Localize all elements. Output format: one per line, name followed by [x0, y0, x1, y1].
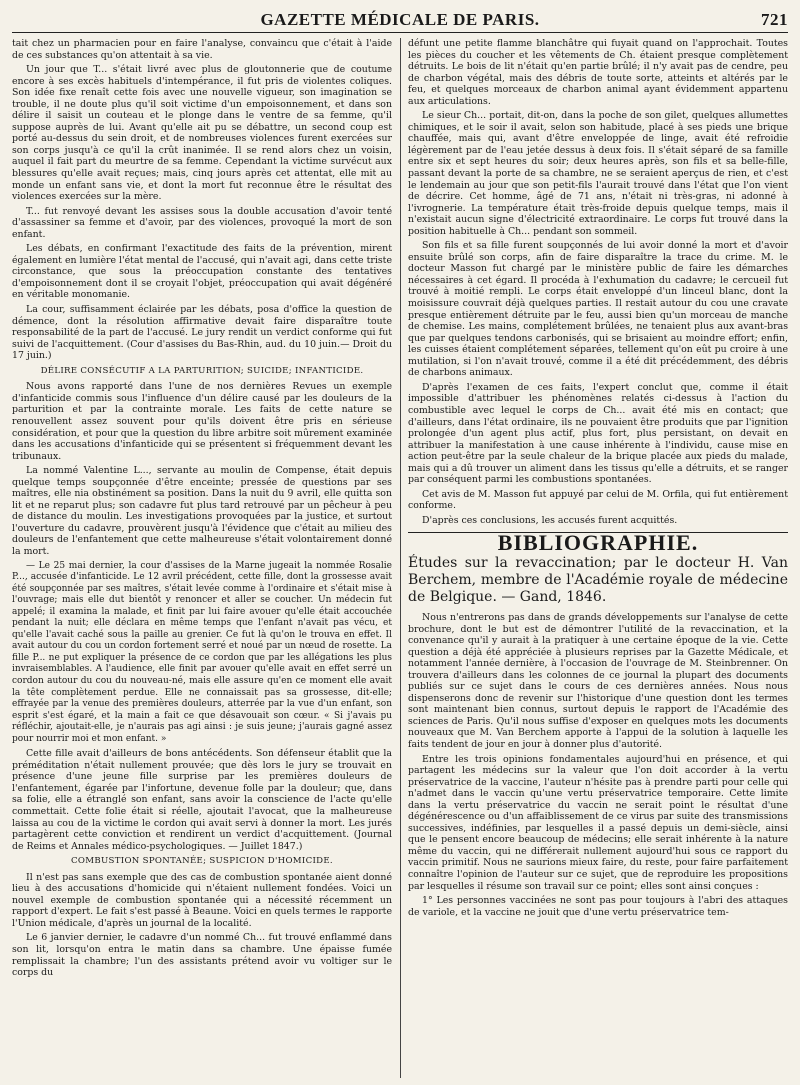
- page-header: [12, 8, 788, 33]
- newspaper-page: [12, 8, 788, 1078]
- paragraph: La nommé Valentine L..., servante au moulin de Compense, était depuis quelque temps soupçonnée d'être enceinte; pressée de questions par ses maîtres, elle nia obstinément sa position. Dans la nuit du 9 avril, elle quitta son lit et ne reparut plus; son cadavre fut plus tard retrouvé par un pêcheur à peu de distance du moulin. Les investigations provoquées par la justice, et surtout l'ouverture du cadavre, prouvèrent jusqu'à l'évidence que c'était au milieu des douleurs de l'enfantement que cette malheureuse s'était volontairement donné la mort.: [12, 465, 392, 557]
- left-column: [12, 38, 392, 1078]
- columns: [12, 38, 788, 1078]
- book-reference: Études sur la revaccination; par le docteur H. Van Berchem, membre de l'Académie royale de médecine de Belgique. — Gand, 1846.: [408, 554, 788, 605]
- paragraph: tait chez un pharmacien pour en faire l'analyse, convaincu que c'était à l'aide de ces substances qu'on attentait à sa vie.: [12, 38, 392, 61]
- bibliography-heading: BIBLIOGRAPHIE.: [497, 530, 699, 556]
- paragraph: Un jour que T... s'était livré avec plus de gloutonnerie que de coutume encore à ses excès habituels d'intempérance, il fut pris de violentes coliques. Son idée fixe renaît cette fois avec une nouvelle vigueur, son imagination se trouble, il ne doute plus qu'il soit victime d'un empoisonnement, et dans son délire il saisit un couteau et le plonge dans le ventre de sa femme, qu'il suppose auprès de lui. Avant qu'elle ait pu se débattre, un second coup est porté au-dessus du sein droit, et de nombreuses violences furent exercées sur son corps jusqu'à ce qu'il la crût inanimée. Il se rend alors chez un voisin, auquel il fait part du meurtre de sa femme. Cependant la victime survécut aux blessures qu'elle avait reçues; mais, cinq jours après cet attentat, elle mit au monde un enfant sans vie, et dont la mort fut reconnue être le résultat des violences exercées sur la mère.: [12, 64, 392, 203]
- paragraph: — Le 25 mai dernier, la cour d'assises de la Marne jugeait la nommée Rosalie P..., accusée d'infanticide. Le 12 avril précédent, cette fille, dont la grossesse avait été soupçonnée par ses maîtres, s'était levée comme à l'ordinaire et s'était mise à l'ouvrage; mais elle dut bientôt y renoncer et aller se coucher. Un médecin fut appelé; il examina la malade, et finit par lui faire avouer qu'elle était accouchée pendant la nuit; elle déclara en même temps que l'enfant n'avait pas vécu, et qu'elle l'avait caché sous la paille au grenier. Ce fut là qu'on le trouva en effet. Il avait autour du cou un cordon fortement serré et noué par un nœud de rosette. La fille P... ne put expliquer la présence de ce cordon que par les allégations les plus invraisemblables. A l'audience, elle finit par avouer qu'elle avait en effet serré un cordon autour du cou du nouveau-né, mais elle assure qu'en ce moment elle avait la tête complètement perdue. Elle ne connaissait pas sa grossesse, dit-elle; effrayée par la venue des premières douleurs, atterrée par la vue d'un enfant, son esprit s'est égaré, et la main a fait ce que désavouait son cœur. « Si j'avais pu réfléchir, ajoutait-elle, je n'aurais pas agi ainsi : je suis jeune; j'aurais gagné assez pour nourrir moi et mon enfant. »: [12, 560, 392, 744]
- paragraph: Le 6 janvier dernier, le cadavre d'un nommé Ch... fut trouvé enflammé dans son lit, lorsqu'on entra le matin dans sa chambre. Une épaisse fumée remplissait la chambre; l'un des assistants prétend avoir vu voltiger sur le corps du: [12, 932, 392, 979]
- right-column: [408, 38, 788, 1078]
- paragraph: 1° Les personnes vaccinées ne sont pas pour toujours à l'abri des attaques de variole, et la vaccine ne jouit que d'une vertu préservatrice tem-: [408, 895, 788, 918]
- paragraph: Nous avons rapporté dans l'une de nos dernières Revues un exemple d'infanticide commis sous l'influence d'un délire causé par les douleurs de la parturition et par la contrainte morale. Les faits de cette nature se renouvellent assez souvent pour qu'ils doivent être pris en sérieuse considération, et pour que la question du libre arbitre soit mûrement examinée dans les accusations d'infanticide qui se présentent si fréquemment devant les tribunaux.: [12, 381, 392, 462]
- paragraph: T... fut renvoyé devant les assises sous la double accusation d'avoir tenté d'assassiner sa femme et d'avoir, par des violences, provoqué la mort de son enfant.: [12, 205, 392, 240]
- section-heading: DÉLIRE CONSÉCUTIF A LA PARTURITION; SUICIDE; INFANTICIDE.: [40, 365, 364, 376]
- paragraph: Nous n'entrerons pas dans de grands développements sur l'analyse de cette brochure, dont le but est de démontrer l'utilité de la revaccination, et la convenance qu'il y aurait à la pratiquer à une certaine époque de la vie. Cette question a déjà été appréciée à plusieurs reprises par la Gazette Médicale, et notamment l'année dernière, à l'occasion de l'ouvrage de M. Steinbrenner. On trouvera d'ailleurs dans les colonnes de ce journal la plupart des documents publiés sur ce sujet dans le cours de ces dernières années. Nous nous dispenserons donc de revenir sur l'historique d'une question dont les termes sont maintenant bien connus, surtout depuis le rapport de l'Académie des sciences de Paris. Qu'il nous suffise d'exposer en quelques mots les documents nouveaux que M. Van Berchem apporte à l'appui de la solution à laquelle les faits tendent de jour en jour à donner plus d'autorité.: [408, 611, 788, 750]
- paragraph: La cour, suffisamment éclairée par les débats, posa d'office la question de démence, dont la résolution affirmative devait faire disparaître toute responsabilité de la part de l'accusé. Le jury rendit un verdict conforme qui fut suivi de l'acquittement. (Cour d'assises du Bas-Rhin, aud. du 10 juin.— Droit du 17 juin.): [12, 304, 392, 362]
- journal-title: GAZETTE MÉDICALE DE PARIS.: [260, 10, 540, 29]
- paragraph: Les débats, en confirmant l'exactitude des faits de la prévention, mirent également en lumière l'état mental de l'accusé, qui n'avait agi, dans cette triste circonstance, que sous la préoccupation constante des tentatives d'empoisonnement dont il se croyait l'objet, préoccupation qui avait dégénéré en véritable monomanie.: [12, 243, 392, 301]
- section-heading: COMBUSTION SPONTANÉE; SUSPICION D'HOMICIDE.: [71, 856, 333, 867]
- paragraph: D'après ces conclusions, les accusés furent acquittés.: [422, 514, 678, 526]
- paragraph: défunt une petite flamme blanchâtre qui fuyait quand on l'approchait. Toutes les pièces du coucher et les vêtements de Ch. étaient presque complètement détruits. Le bois de lit n'était qu'en partie brûlé; il n'y avait pas de cendre, peu de charbon végétal, mais des débris de toute sorte, atteints et altérés par le feu, et quelques morceaux de charbon animal ayant évidemment appartenu aux articulations.: [408, 38, 788, 107]
- column-divider: [400, 38, 401, 1078]
- page-number: 721: [761, 10, 788, 29]
- paragraph: Le sieur Ch... portait, dit-on, dans la poche de son gilet, quelques allumettes chimiques, et le soir il avait, selon son habitude, placé à ses pieds une brique chauffée, mais qui, avant d'être enveloppée de linge, avait été refroidie légèrement par de l'eau jetée dessus à deux fois. Il s'était séparé de sa famille entre six et sept heures du soir; deux heures après, son fils et sa belle-fille, passant devant la porte de sa chambre, ne se seraient aperçus de rien, et c'est le lendemain au jour que son petit-fils l'aurait trouvé dans l'état que l'on vient de décrire. Cet homme, âgé de 71 ans, n'était ni très-gras, ni adonné à l'ivrognerie. La température était très-froide depuis quelque temps, mais il n'existait aucun signe d'électricité extraordinaire. Le corps fut trouvé dans la position habituelle à Ch... pendant son sommeil.: [408, 110, 788, 237]
- paragraph: Cette fille avait d'ailleurs de bons antécédents. Son défenseur établit que la préméditation n'était nullement prouvée; que dès lors le jury se trouvait en présence d'une jeune fille surprise par les premières douleurs de l'enfantement, égarée par l'infortune, devenue folle par la douleur; que, dans sa folie, elle a étranglé son enfant, sans avoir la conscience de l'acte qu'elle commettait. Cette folie était si réelle, ajoutait l'avocat, que la malheureuse laissa au cou de la victime le cordon qui avait servi à donner la mort. Les jurés partagèrent cette conviction et rendirent un verdict d'acquittement. (Journal de Reims et Annales médico-psychologiques. — Juillet 1847.): [12, 748, 392, 852]
- paragraph: Entre les trois opinions fondamentales aujourd'hui en présence, et qui partagent les médecins sur la valeur que l'on doit accorder à la vertu préservatrice de la vaccine, l'auteur n'hésite pas à prendre parti pour celle qui n'admet dans le vaccin qu'une vertu préservatrice temporaire. Cette limite dans la vertu préservatrice du vaccin ne serait point le résultat d'une dégénérescence ou d'un affaiblissement de ce virus par suite des transmissions successives, indéfinies, par lesquelles il a passé depuis un demi-siècle, ainsi que le pensent encore beaucoup de médecins; elle serait inhérente à la nature même du vaccin, qui ne différerait nullement aujourd'hui sous ce rapport du vaccin primitif. Nous ne saurions mieux faire, du reste, pour faire parfaitement connaître l'opinion de l'auteur sur ce sujet, que de reproduire les propositions par lesquelles il résume son travail sur ce point; elles sont ainsi conçues :: [408, 753, 788, 892]
- paragraph: Cet avis de M. Masson fut appuyé par celui de M. Orfila, qui fut entièrement conforme.: [408, 488, 788, 512]
- paragraph: Il n'est pas sans exemple que des cas de combustion spontanée aient donné lieu à des accusations d'homicide qui n'étaient nullement fondées. Voici un nouvel exemple de combustion spontanée qui a nécessité récemment un rapport d'expert. Le fait s'est passé à Beaune. Voici en quels termes le rapporte l'Union médicale, d'après un journal de la localité.: [12, 871, 392, 929]
- paragraph: Son fils et sa fille furent soupçonnés de lui avoir donné la mort et d'avoir ensuite brûlé son corps, afin de faire disparaître la trace du crime. M. le docteur Masson fut chargé par le ministère public de faire les démarches nécessaires à cet égard. Il procéda à l'exhumation du cadavre; le cercueil fut trouvé à moitié rempli. Le corps était enveloppé d'un linceul blanc, dont la moisissure couvrait déjà quelques parties. Il restait autour du cou une cravate presque entièrement détruite par le feu, aussi bien qu'un morceau de manche de chemise. Les mains, complétement brûlées, ne tenaient plus aux avant-bras que par quelques tendons carbonisés, qui se brisaient au moindre effort; enfin, les cuisses étaient complétement séparées, tellement qu'on eût pu croire à une mutilation, si l'on n'avait trouvé, comme il a été dit précédemment, des débris de charbons animaux.: [408, 240, 788, 379]
- paragraph: D'après l'examen de ces faits, l'expert conclut que, comme il était impossible d'attribuer les phénomènes relatés ci-dessus à l'action du combustible avec lequel le corps de Ch... avait été mis en contact; que d'ailleurs, dans l'état ordinaire, ils ne pouvaient être produits que par l'ignition prolongée d'un agent plus actif, plus fort, plus persistant, on devait en attribuer la manifestation à une cause inhérente à l'individu, cause mise en action peut-être par la seule chaleur de la brique placée aux pieds du malade, mais qui a dû trouver un aliment dans les tissus qu'elle a détruits, et se ranger par conséquent parmi les combustions spontanées.: [408, 381, 788, 486]
